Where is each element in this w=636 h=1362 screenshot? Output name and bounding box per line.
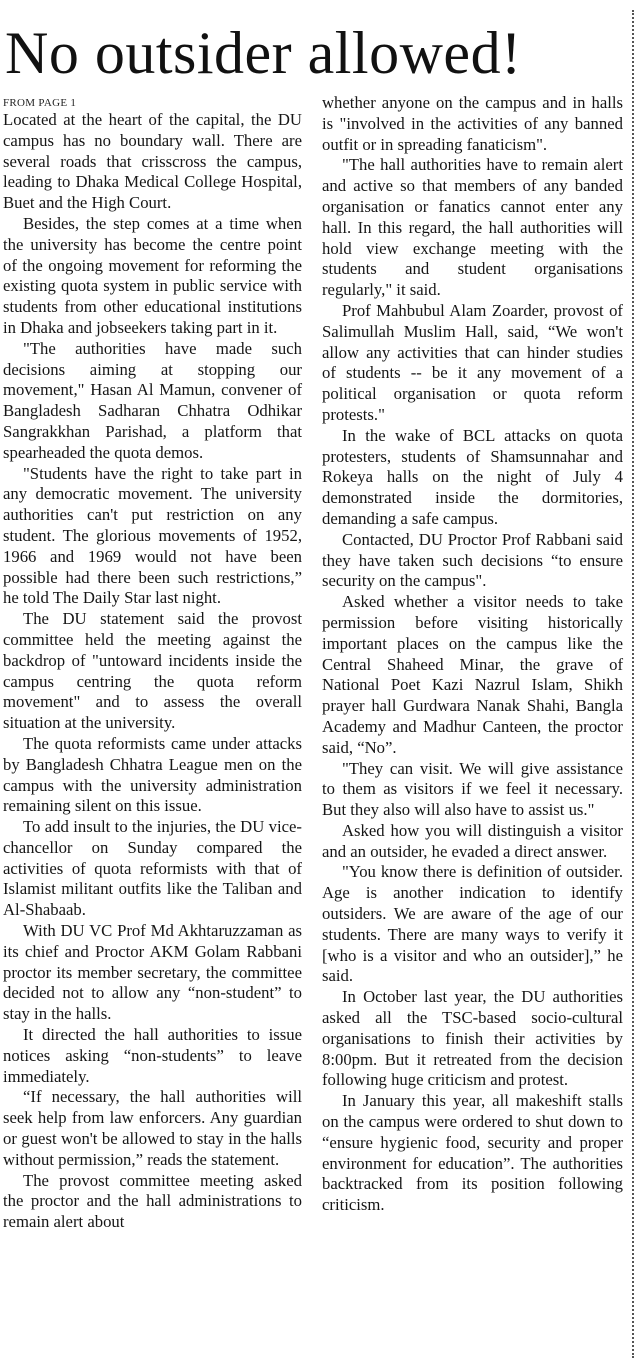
column-rule-dotted bbox=[632, 10, 634, 1358]
paragraph: Contacted, DU Proctor Prof Rabbani said they have taken such decisions “to ensure security on the campus". bbox=[322, 529, 623, 591]
paragraph: To add insult to the injuries, the DU vice-chancellor on Sunday compared the activities of quota reformists with that of Islamist militant outfits like the Taliban and Al-Shabaab. bbox=[3, 817, 302, 920]
headline: No outsider allowed! bbox=[5, 20, 522, 86]
paragraph: Besides, the step comes at a time when the university has become the centre point of the ongoing movement for reforming the existing quota system in public service with students from other educational institutions in Dhaka and jobseekers taking part in it. bbox=[3, 213, 302, 337]
paragraph: With DU VC Prof Md Akhtaruzzaman as its chief and Proctor AKM Golam Rabbani proctor its member secretary, the committee decided not to allow any “non-student” to stay in the halls. bbox=[3, 921, 302, 1024]
paragraph: "The hall authorities have to remain alert and active so that members of any banded organisation or fanatics cannot enter any hall. In this regard, the hall authorities will hold view exchange meeting with the students and student organisations regularly," it said. bbox=[322, 155, 623, 300]
paragraph: Asked whether a visitor needs to take permission before visiting historically important places on the campus like the Central Shaheed Minar, the grave of National Poet Kazi Nazrul Islam, Shikh prayer hall Gurdwara Nanak Shahi, Bangla Academy and Madhur Canteen, the proctor said, “No”. bbox=[322, 592, 623, 757]
paragraph: Asked how you will distinguish a visitor and an outsider, he evaded a direct answer. bbox=[322, 820, 623, 861]
paragraph: The provost committee meeting asked the proctor and the hall administrations to remain alert about bbox=[3, 1170, 302, 1232]
article-column-left bbox=[3, 96, 302, 1233]
paragraph: “If necessary, the hall authorities will seek help from law enforcers. Any guardian or guest won't be allowed to stay in the halls without permission,” reads the statement. bbox=[3, 1087, 302, 1169]
paragraph: The DU statement said the provost committee held the meeting against the backdrop of "untoward incidents inside the campus centring the quota reform movement" and to assess the overall situation at the university. bbox=[3, 609, 302, 733]
paragraph: "Students have the right to take part in any democratic movement. The university authorities can't put restriction on any student. The glorious movements of 1952, 1966 and 1969 would not have been possible had there been such restrictions,” he told The Daily Star last night. bbox=[3, 463, 302, 608]
paragraph: In October last year, the DU authorities asked all the TSC-based socio-cultural organisations to finish their activities by 8:00pm. But it retreated from the decision following huge criticism and protest. bbox=[322, 987, 623, 1090]
paragraph: "The authorities have made such decisions aiming at stopping our movement," Hasan Al Mamun, convener of Bangladesh Sadharan Chhatra Odhikar Sangrakkhan Parishad, a platform that spearheaded the quota demos. bbox=[3, 338, 302, 462]
article-column-right bbox=[322, 93, 623, 1216]
paragraph: "You know there is definition of outsider. Age is another indication to identify outsiders. We are aware of the age of our students. There are many ways to verify it [who is a visitor and who an outsider],” he said. bbox=[322, 862, 623, 986]
paragraph: It directed the hall authorities to issue notices asking “non-students” to leave immediately. bbox=[3, 1025, 302, 1086]
paragraph: "They can visit. We will give assistance to them as visitors if we feel it necessary. But they also will also have to assist us." bbox=[322, 758, 623, 820]
paragraph: whether anyone on the campus and in halls is "involved in the activities of any banned outfit or in spreading fanaticism". bbox=[322, 93, 623, 154]
from-page-label: FROM PAGE 1 bbox=[3, 97, 77, 109]
paragraph: In January this year, all makeshift stalls on the campus were ordered to shut down to “ensure hygienic food, security and proper environment for education”. The authorities backtracked from its position following criticism. bbox=[322, 1091, 623, 1215]
paragraph: Located at the heart of the capital, the DU campus has no boundary wall. There are several roads that crisscross the campus, leading to Dhaka Medical College Hospital, Buet and the High Court. bbox=[3, 110, 302, 213]
paragraph: Prof Mahbubul Alam Zoarder, provost of Salimullah Muslim Hall, said, “We won't allow any activities that can hinder studies of students -- be it any movement of a political organisation or quota reform protests." bbox=[322, 300, 623, 424]
paragraph: The quota reformists came under attacks by Bangladesh Chhatra League men on the campus with the university administration remaining silent on this issue. bbox=[3, 733, 302, 816]
paragraph: In the wake of BCL attacks on quota protesters, students of Shamsunnahar and Rokeya halls on the night of July 4 demonstrated inside the dormitories, demanding a safe campus. bbox=[322, 425, 623, 528]
